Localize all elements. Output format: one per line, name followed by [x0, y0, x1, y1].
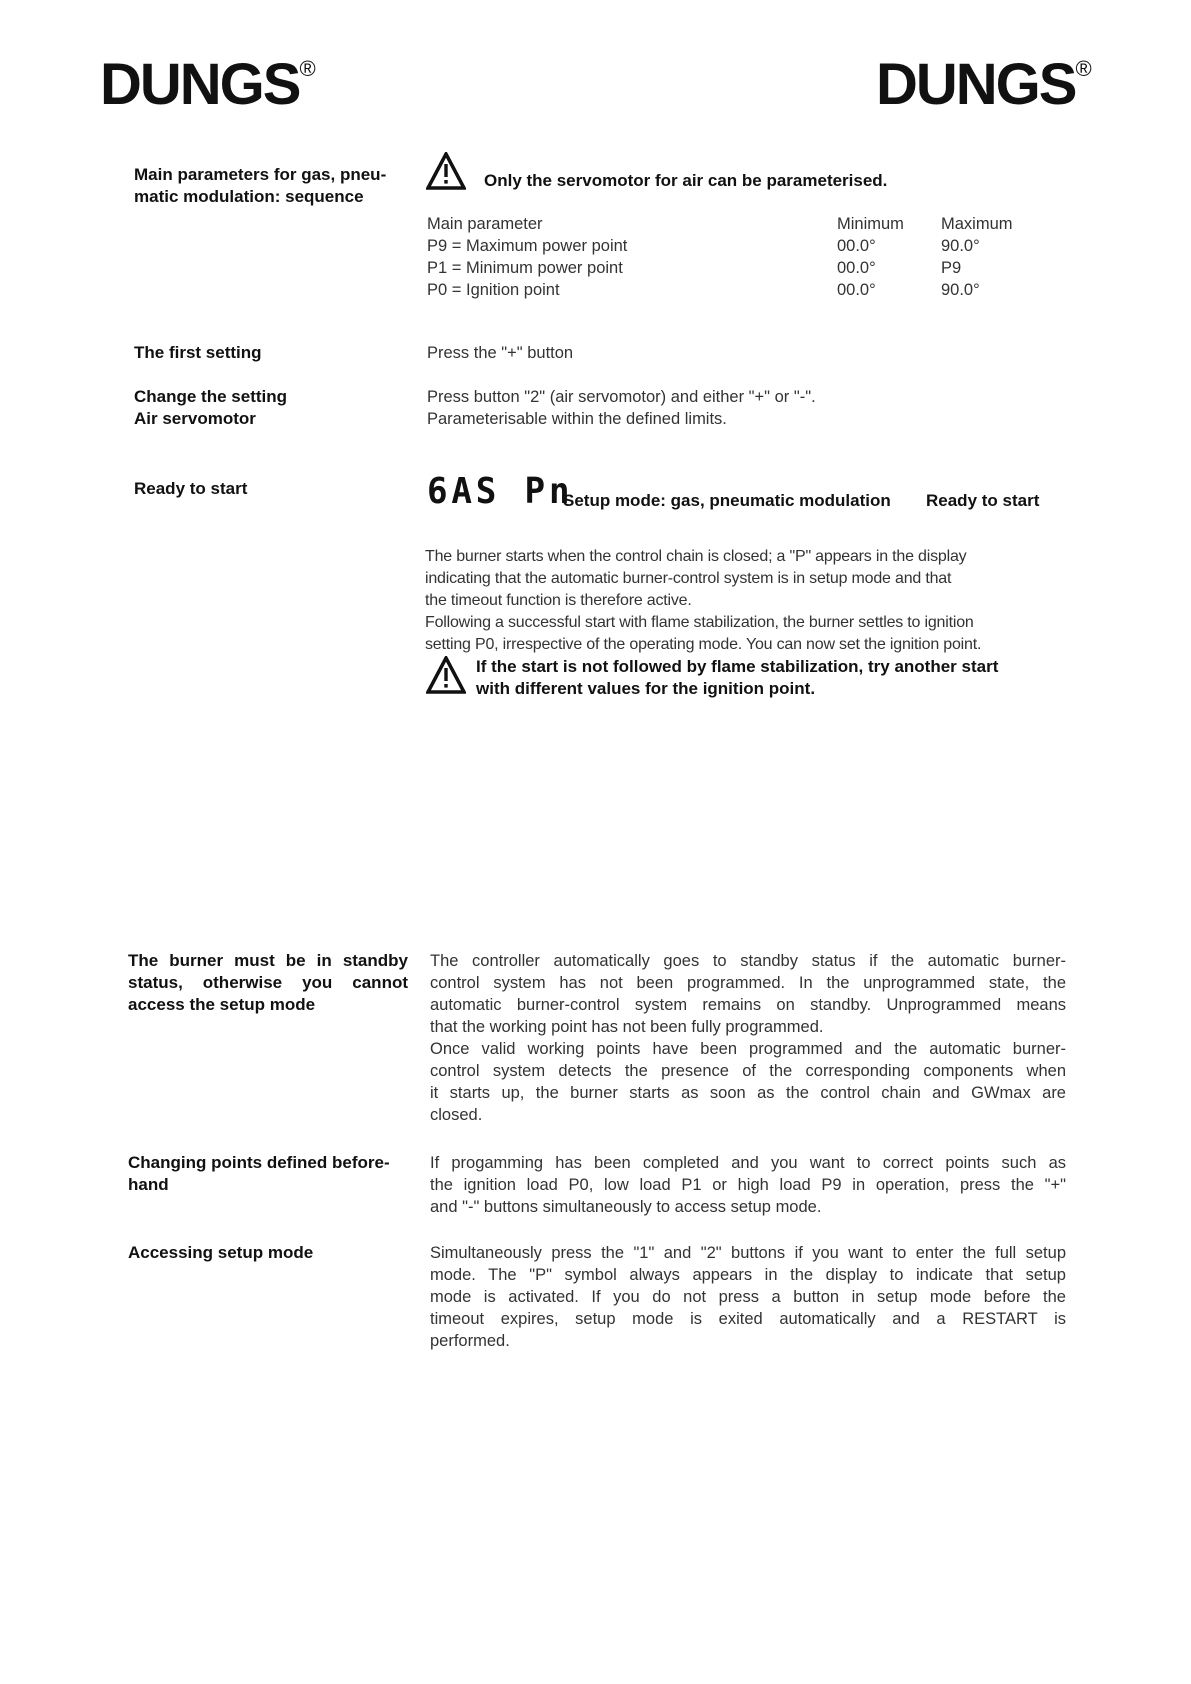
table-row: [427, 279, 1027, 301]
section-label-first-setting: The first setting: [134, 343, 262, 362]
warning-line: with different values for the ignition point.: [476, 679, 816, 698]
text-line: closed.: [430, 1106, 483, 1124]
table-cell: P0 = Ignition point: [427, 281, 560, 299]
label-line: matic modulation: sequence: [134, 187, 364, 206]
text-line: mode. The "P" symbol always appears in the display to indicate that setup: [430, 1266, 1066, 1284]
table-cell: P1 = Minimum power point: [427, 259, 623, 277]
flame-warning: [476, 656, 998, 700]
standby-text: [430, 950, 1066, 1126]
changing-points-text: [430, 1152, 1066, 1218]
text-line: control system detects the presence of the corresponding components when: [430, 1062, 1066, 1080]
label-line: The burner must be in standby: [128, 951, 408, 970]
section-label-accessing-setup: Accessing setup mode: [128, 1243, 314, 1262]
warning-icon: [426, 152, 466, 195]
label-line: Air servomotor: [134, 409, 256, 428]
section-label-change-setting: [134, 386, 287, 430]
text-line: indicating that the automatic burner-control system is in setup mode and that: [425, 570, 952, 587]
accessing-setup-text: [430, 1242, 1066, 1352]
label-line: Change the setting: [134, 387, 288, 406]
table-header: Minimum: [837, 215, 904, 233]
servomotor-warning: Only the servomotor for air can be parameterised.: [484, 171, 888, 190]
table-cell: 00.0°: [837, 237, 876, 255]
table-cell: 90.0°: [941, 281, 980, 299]
ready-paragraph: [425, 546, 1045, 656]
section-label-changing-points: [128, 1152, 418, 1196]
text-line: that the working point has not been fully programmed.: [430, 1018, 824, 1036]
table-row: [427, 235, 1027, 257]
label-line: access the setup mode: [128, 995, 316, 1014]
text-line: Parameterisable within the defined limits.: [427, 410, 727, 428]
label-line: Changing points defined before-: [128, 1153, 390, 1172]
display-status: Ready to start: [926, 491, 1040, 510]
text-line: If progamming has been completed and you want to correct points such as: [430, 1154, 1066, 1172]
text-line: Following a successful start with flame stabilization, the burner settles to ignition: [425, 614, 974, 631]
text-line: timeout expires, setup mode is exited automatically and a RESTART is: [430, 1310, 1066, 1328]
text-line: Press button "2" (air servomotor) and either "+" or "-".: [427, 388, 816, 406]
dungs-logo-left: DUNGS®: [100, 52, 316, 117]
display-description: Setup mode: gas, pneumatic modulation: [563, 491, 891, 510]
first-setting-text: Press the "+" button: [427, 344, 574, 362]
table-row: [427, 257, 1027, 279]
text-line: automatic burner-control system remains on standby. Unprogrammed means: [430, 996, 1066, 1014]
text-line: the ignition load P0, low load P1 or high load P9 in operation, press the "+": [430, 1176, 1066, 1194]
section-label-ready: Ready to start: [134, 479, 248, 498]
text-line: Simultaneously press the "1" and "2" buttons if you want to enter the full setup: [430, 1244, 1066, 1262]
text-line: the timeout function is therefore active.: [425, 592, 692, 609]
section-label-main-parameters: [134, 164, 424, 208]
table-cell: 00.0°: [837, 259, 876, 277]
text-line: it starts up, the burner starts as soon as the control chain and GWmax are: [430, 1084, 1066, 1102]
text-line: control system has not been programmed. In the unprogrammed state, the: [430, 974, 1066, 992]
parameter-table: [427, 213, 1047, 303]
table-cell: P9: [941, 259, 962, 277]
label-line: Main parameters for gas, pneu-: [134, 165, 387, 184]
text-line: performed.: [430, 1332, 510, 1350]
table-header-row: [427, 213, 1027, 235]
text-line: Once valid working points have been programmed and the automatic burner-: [430, 1040, 1066, 1058]
text-line: setting P0, irrespective of the operating mode. You can now set the ignition point.: [425, 636, 982, 653]
display-code: 6AS Pn: [427, 471, 574, 512]
change-setting-text: [427, 386, 816, 430]
section-label-standby: [128, 950, 408, 1016]
label-line: status, otherwise you cannot: [128, 973, 408, 992]
dungs-logo-right: DUNGS®: [876, 52, 1092, 117]
table-header: Main parameter: [427, 215, 543, 233]
warning-icon: [426, 656, 466, 699]
text-line: mode is activated. If you do not press a button in setup mode before the: [430, 1288, 1066, 1306]
label-line: hand: [128, 1175, 169, 1194]
text-line: and "-" buttons simultaneously to access setup mode.: [430, 1198, 822, 1216]
table-cell: P9 = Maximum power point: [427, 237, 628, 255]
table-cell: 90.0°: [941, 237, 980, 255]
text-line: The burner starts when the control chain is closed; a "P" appears in the display: [425, 548, 967, 565]
text-line: The controller automatically goes to standby status if the automatic burner-: [430, 952, 1066, 970]
table-cell: 00.0°: [837, 281, 876, 299]
warning-line: If the start is not followed by flame stabilization, try another start: [476, 657, 999, 676]
table-header: Maximum: [941, 215, 1013, 233]
